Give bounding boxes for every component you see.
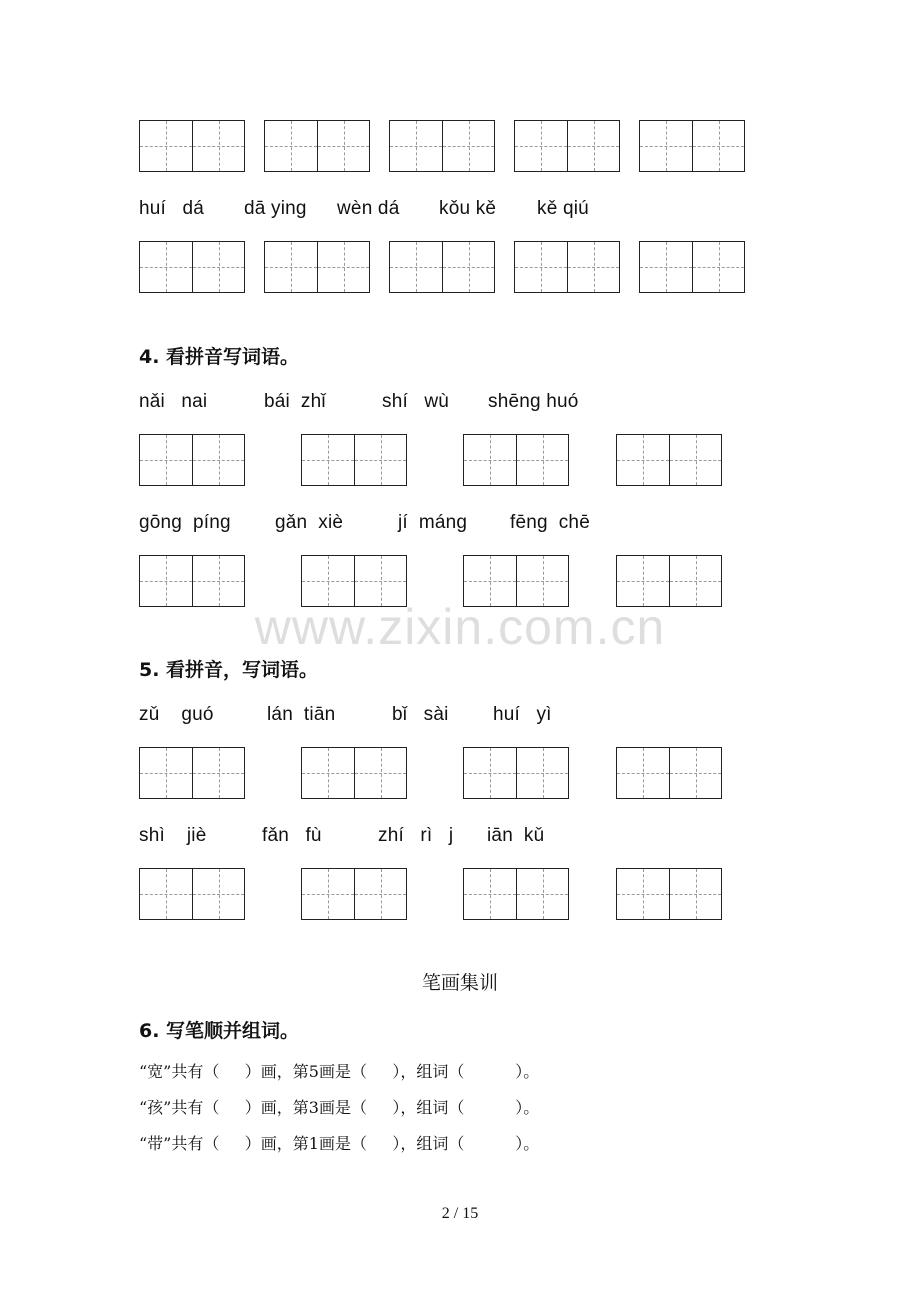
writing-grid[interactable] bbox=[139, 241, 245, 293]
pinyin-text: wèn dá bbox=[337, 198, 400, 219]
pinyin-text: dā ying bbox=[244, 198, 307, 219]
page-number: 2 / 15 bbox=[441, 1205, 479, 1222]
pinyin-text: bǐ sài bbox=[392, 704, 449, 725]
writing-grid[interactable] bbox=[301, 868, 407, 920]
writing-grid[interactable] bbox=[389, 120, 495, 172]
pinyin-text: huí dá bbox=[139, 198, 204, 219]
pinyin-text: iān kǔ bbox=[487, 825, 545, 846]
writing-grid[interactable] bbox=[139, 434, 245, 486]
writing-grid[interactable] bbox=[301, 434, 407, 486]
pinyin-text: kě qiú bbox=[537, 198, 589, 219]
pinyin-text: gǎn xiè bbox=[275, 512, 344, 533]
pinyin-text: jí máng bbox=[398, 512, 468, 533]
writing-grid[interactable] bbox=[616, 747, 722, 799]
writing-grid[interactable] bbox=[139, 868, 245, 920]
pinyin-text: kǒu kě bbox=[439, 198, 497, 219]
pinyin-text: shí wù bbox=[382, 391, 450, 412]
writing-grid[interactable] bbox=[139, 747, 245, 799]
pinyin-text: lán tiān bbox=[267, 704, 336, 725]
writing-grid[interactable] bbox=[616, 434, 722, 486]
watermark: www.zixin.com.cn bbox=[254, 599, 666, 655]
pinyin-text: shì jiè bbox=[139, 825, 207, 846]
writing-grid[interactable] bbox=[639, 241, 745, 293]
pinyin-text: zǔ guó bbox=[139, 704, 214, 725]
writing-grid[interactable] bbox=[264, 241, 370, 293]
stroke-question-line: “孩”共有（ ）画，第3画是（ ），组词（ ）。 bbox=[139, 1098, 540, 1117]
pinyin-text: fēng chē bbox=[510, 512, 590, 533]
pinyin-text: huí yì bbox=[493, 704, 552, 725]
pinyin-text: nǎi nai bbox=[139, 391, 208, 412]
stroke-question-line: “宽”共有（ ）画，第5画是（ ），组词（ ）。 bbox=[139, 1062, 540, 1081]
question-4-title: 4. 看拼音写词语。 bbox=[139, 346, 300, 368]
writing-grid[interactable] bbox=[264, 120, 370, 172]
question-5-title: 5. 看拼音，写词语。 bbox=[139, 659, 319, 681]
writing-grid[interactable] bbox=[389, 241, 495, 293]
pinyin-text: fǎn fù bbox=[262, 825, 322, 846]
pinyin-text: gōng píng bbox=[139, 512, 231, 533]
stroke-question-line: “带”共有（ ）画，第1画是（ ），组词（ ）。 bbox=[139, 1134, 540, 1153]
pinyin-text: zhí rì j bbox=[378, 825, 454, 846]
pinyin-text: bái zhǐ bbox=[264, 391, 326, 412]
question-6-title: 6. 写笔顺并组词。 bbox=[139, 1020, 300, 1042]
writing-grid[interactable] bbox=[139, 120, 245, 172]
writing-grid[interactable] bbox=[301, 747, 407, 799]
writing-grid[interactable] bbox=[463, 434, 569, 486]
writing-grid[interactable] bbox=[463, 868, 569, 920]
pinyin-text: shēng huó bbox=[488, 391, 579, 412]
writing-grid[interactable] bbox=[463, 747, 569, 799]
writing-grid[interactable] bbox=[639, 120, 745, 172]
writing-grid[interactable] bbox=[514, 241, 620, 293]
writing-grid[interactable] bbox=[514, 120, 620, 172]
writing-grid[interactable] bbox=[616, 868, 722, 920]
section-title: 笔画集训 bbox=[421, 972, 498, 994]
